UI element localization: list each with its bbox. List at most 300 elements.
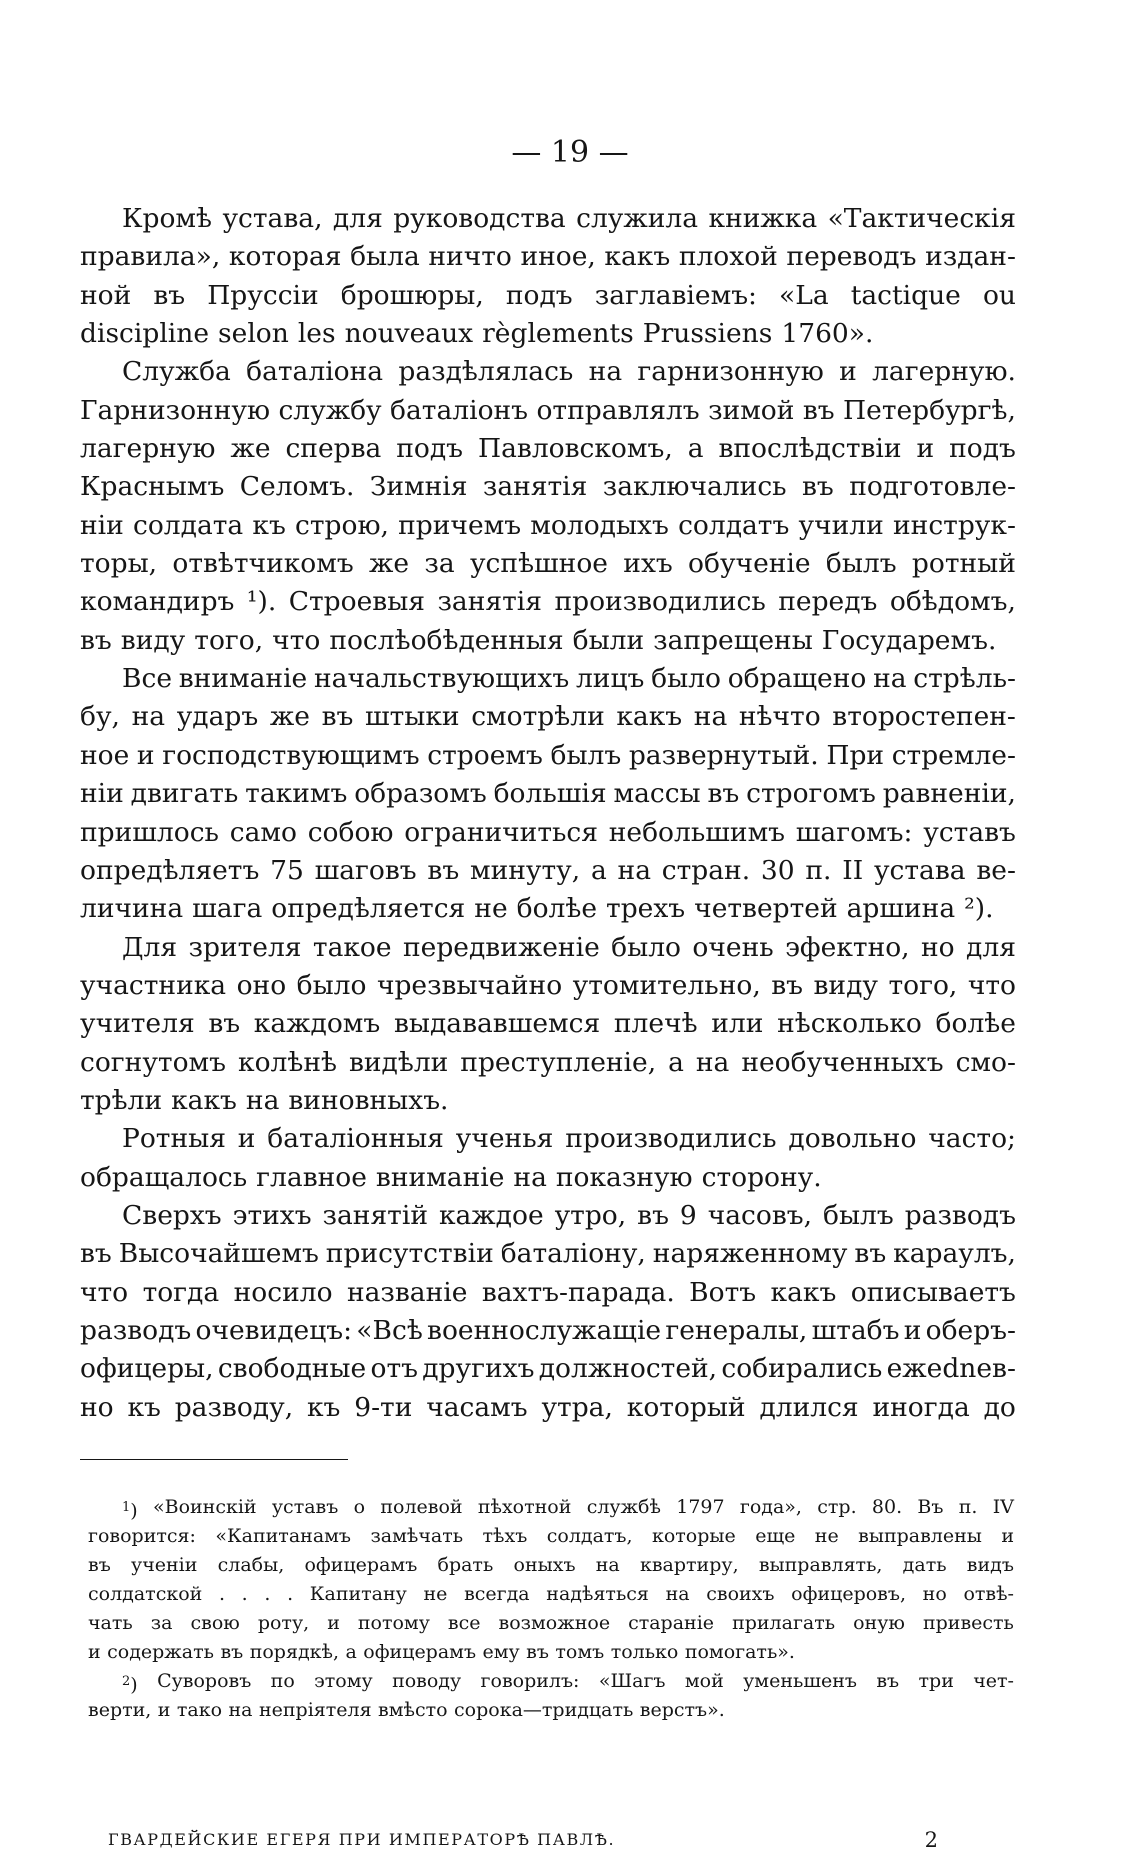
word: такое — [312, 931, 392, 963]
word: же — [269, 701, 310, 733]
word: устава, — [222, 203, 323, 234]
word: за — [150, 1612, 173, 1634]
word: на — [245, 1084, 280, 1116]
word: была — [350, 241, 420, 273]
word: трѣли — [80, 1084, 163, 1116]
word: непріятеля — [258, 1699, 372, 1721]
word: «Всѣ — [356, 1314, 423, 1346]
word: лагерную. — [872, 356, 1016, 388]
word: Сверхъ — [122, 1199, 222, 1231]
page-number: — 19 — — [511, 135, 629, 170]
word: двигать — [130, 778, 239, 810]
text-line — [80, 1389, 1016, 1427]
word: на — [595, 1554, 620, 1576]
word: къ — [306, 1391, 341, 1423]
footnote-marker: $^2$) — [122, 1674, 138, 1696]
word: личина — [80, 893, 184, 925]
word: подъ — [949, 433, 1016, 465]
word: сперва — [285, 433, 382, 465]
word: въ — [80, 1238, 112, 1270]
word: чрезвычайно — [376, 969, 563, 1001]
word: что — [80, 1276, 129, 1308]
word: которая — [228, 241, 342, 273]
word: зрителя — [188, 931, 302, 963]
word: ротный — [911, 548, 1016, 580]
word: квартиру, — [639, 1554, 739, 1576]
text-line — [80, 583, 1016, 621]
word: каждое — [438, 1199, 544, 1231]
word: шагомъ: — [795, 816, 913, 848]
word: не — [814, 1525, 839, 1547]
word: замѣчать — [370, 1525, 464, 1547]
word: уменьшенъ — [743, 1670, 857, 1692]
word: показную — [555, 1161, 693, 1193]
word: разводъ — [80, 1314, 192, 1346]
word: но — [80, 1391, 114, 1423]
word: nouveaux — [344, 318, 474, 350]
word: но — [922, 1583, 947, 1605]
word: командиръ — [80, 586, 235, 618]
word: о — [353, 1496, 366, 1518]
word: или — [711, 1008, 764, 1040]
word: строемъ — [427, 739, 543, 771]
word: успѣшное — [469, 548, 608, 580]
word: обращалось — [80, 1161, 248, 1193]
footnote-divider — [80, 1459, 348, 1460]
word: генералы, — [665, 1314, 808, 1346]
word: ²). — [964, 893, 994, 925]
word: верстъ». — [639, 1699, 725, 1721]
word: болѣе — [935, 1008, 1016, 1040]
word: бу, — [80, 701, 120, 733]
word: учили — [798, 509, 884, 541]
word: въ — [220, 1641, 244, 1663]
word: производились — [565, 1123, 777, 1155]
word: должностей, — [538, 1353, 718, 1385]
word: собою — [307, 816, 394, 848]
word: лицъ — [575, 663, 645, 695]
word: какъ — [616, 701, 683, 733]
word: Вотъ — [689, 1276, 757, 1308]
word: участника — [80, 969, 227, 1001]
word: 9 — [679, 1199, 697, 1231]
text-line — [80, 775, 1016, 813]
word: въ — [802, 471, 834, 503]
word: каждомъ — [253, 1008, 381, 1040]
word: послѣобѣденныя — [329, 624, 564, 656]
footnote-number: 2 — [122, 1674, 131, 1689]
word: верти, — [88, 1699, 152, 1721]
word: были — [572, 624, 645, 656]
word: въ — [208, 1008, 241, 1040]
word: виду — [120, 624, 186, 656]
word: часамъ — [426, 1391, 528, 1423]
word: оныхъ — [513, 1554, 576, 1576]
word: ве- — [976, 854, 1016, 886]
word: selon — [218, 318, 289, 350]
sheet-number: 2 — [924, 1828, 938, 1852]
word: règlements — [482, 318, 634, 350]
word: учителя — [80, 1008, 195, 1040]
word: переводъ — [786, 241, 917, 273]
word: военнослужащіе — [427, 1314, 662, 1346]
word: 30 — [760, 854, 795, 886]
word: четвертей — [694, 893, 838, 925]
word: обѣдомъ, — [889, 586, 1016, 618]
word: заглавіемъ: — [594, 279, 757, 311]
word: При — [826, 739, 885, 771]
word: строю, — [295, 509, 389, 541]
word: возможное — [498, 1612, 611, 1634]
word: правила», — [80, 241, 221, 273]
word: опредѣляется — [271, 893, 466, 925]
word: руководства — [393, 203, 566, 234]
footnote-line — [88, 1493, 1014, 1522]
word: на — [695, 1046, 730, 1078]
word: офицерамъ — [363, 1641, 477, 1663]
word: Высочайшемъ — [118, 1238, 319, 1270]
word: ніи — [80, 778, 124, 810]
word: отъ — [370, 1353, 418, 1385]
text-line — [80, 814, 1016, 852]
footnote-line — [88, 1580, 1014, 1609]
word: 9-ти — [354, 1391, 413, 1423]
word: видѣли — [348, 1046, 449, 1078]
word: офицерамъ — [304, 1554, 418, 1576]
text-line — [80, 1235, 1016, 1273]
word: службу — [278, 394, 382, 426]
word: уставъ — [271, 1496, 339, 1518]
text-line — [80, 967, 1016, 1005]
word: плохой — [678, 241, 778, 273]
word: тако — [176, 1699, 223, 1721]
footnote-line — [88, 1667, 1014, 1696]
word: въ — [854, 1238, 887, 1270]
word: и — [327, 1612, 340, 1634]
word: иногда — [872, 1391, 970, 1423]
word: носило — [233, 1276, 333, 1308]
word: обученіе — [688, 548, 811, 580]
word: и — [839, 356, 857, 388]
word: главное — [256, 1161, 367, 1193]
word: своихъ — [706, 1583, 775, 1605]
word: ограничиться — [404, 816, 598, 848]
word: 75 — [270, 854, 304, 886]
word: ученья — [455, 1123, 554, 1155]
word: и — [1001, 1525, 1014, 1547]
word: шаговъ — [314, 854, 417, 886]
word: стрѣль- — [913, 663, 1016, 695]
word: обращено — [727, 663, 867, 695]
word: на — [665, 1583, 690, 1605]
word: «Шагъ — [598, 1670, 666, 1692]
word: говорилъ: — [480, 1670, 580, 1692]
word: отвѣ- — [963, 1583, 1014, 1605]
text-line — [80, 545, 1016, 583]
word: плечѣ — [613, 1008, 698, 1040]
text-line — [80, 852, 1016, 890]
word: очень — [692, 931, 774, 963]
word: что — [967, 969, 1016, 1001]
word: слабы, — [217, 1554, 285, 1576]
word: службѣ — [586, 1496, 661, 1518]
word: къ — [252, 509, 286, 541]
text-line — [80, 929, 1016, 967]
word: дать — [902, 1554, 947, 1576]
word: 1760». — [781, 318, 874, 350]
word: запрещены — [653, 624, 813, 656]
word: минуту, — [469, 854, 581, 886]
word: впослѣдствіи — [718, 433, 902, 465]
word: описываетъ — [850, 1276, 1016, 1308]
word: небольшимъ — [608, 816, 786, 848]
word: сорока—тридцать — [454, 1699, 634, 1721]
word: . — [287, 1583, 294, 1605]
word: за — [424, 548, 455, 580]
word: «Капитанамъ — [215, 1525, 352, 1547]
word: штабъ — [811, 1314, 900, 1346]
word: раздѣлялась — [398, 356, 574, 388]
word: discipline — [80, 318, 210, 350]
main-text — [80, 200, 1016, 1427]
footnotes — [88, 1493, 1014, 1725]
word: зимой — [708, 394, 795, 426]
text-line — [80, 277, 1016, 315]
word: часовъ, — [707, 1199, 813, 1231]
text-line — [80, 737, 1016, 775]
word: Суворовъ — [157, 1670, 252, 1692]
word: три — [918, 1670, 954, 1692]
word: занятій — [322, 1199, 428, 1231]
word: «Тактическія — [827, 203, 1016, 234]
word: аршина — [846, 893, 956, 925]
word: по — [270, 1670, 295, 1692]
word: ное — [80, 739, 130, 771]
text-line — [80, 507, 1016, 545]
word: содержать — [107, 1641, 214, 1663]
word: Павловскомъ, — [477, 433, 673, 465]
word: въ — [802, 394, 835, 426]
word: присутствіи — [325, 1238, 494, 1270]
word: причемъ — [398, 509, 522, 541]
footnote-line — [88, 1638, 1014, 1667]
word: господствующимъ — [162, 739, 420, 771]
word: баталіонныя — [267, 1123, 444, 1155]
word: видъ — [966, 1554, 1014, 1576]
word: большія — [493, 778, 607, 810]
word: стремле- — [891, 739, 1016, 771]
word: передвиженіе — [402, 931, 600, 963]
word: баталіону, — [500, 1238, 646, 1270]
word: Пруссіи — [207, 279, 319, 311]
word: и — [136, 739, 155, 771]
word: въ — [153, 279, 186, 311]
word: Зимнія — [369, 471, 468, 503]
text-line — [80, 1159, 1016, 1197]
word: les — [297, 318, 336, 350]
word: начальствующихъ — [313, 663, 570, 695]
word: часто; — [928, 1123, 1016, 1155]
word: сторону. — [701, 1161, 822, 1193]
word: солдатъ — [678, 509, 790, 541]
word: чет- — [973, 1670, 1014, 1692]
word: на — [617, 854, 651, 886]
word: ему — [482, 1641, 520, 1663]
word: а — [687, 433, 704, 465]
word: производились — [554, 586, 766, 618]
word: на — [588, 356, 623, 388]
word: и — [88, 1641, 101, 1663]
word: вниманіе — [178, 663, 308, 695]
text-line — [80, 622, 1016, 660]
word: на — [228, 1699, 253, 1721]
word: офицеровъ, — [791, 1583, 907, 1605]
word: довольно — [788, 1123, 917, 1155]
word: и — [903, 1314, 922, 1346]
word: лагерную — [80, 433, 216, 465]
word: въ — [526, 1641, 549, 1663]
word: полевой — [380, 1496, 463, 1518]
word: ¹). — [246, 586, 277, 618]
word: названіе — [346, 1276, 468, 1308]
word: служила — [576, 203, 699, 234]
word: же — [369, 548, 410, 580]
word: ou — [982, 279, 1016, 311]
word: какъ — [171, 1084, 237, 1116]
word: Гарнизонную — [80, 394, 271, 426]
word: не — [474, 893, 508, 925]
word: того, — [194, 624, 264, 656]
word: разводъ — [904, 1199, 1016, 1231]
word: виновныхъ. — [288, 1084, 449, 1116]
word: не — [423, 1583, 448, 1605]
word: тогда — [142, 1276, 220, 1308]
word: tactique — [850, 279, 961, 311]
word: «Воинскій — [152, 1496, 257, 1518]
word: выдававшемся — [393, 1008, 601, 1040]
word: длился — [759, 1391, 859, 1423]
word: ихъ — [623, 548, 673, 580]
word: вмѣсто — [378, 1699, 448, 1721]
word: свободные — [217, 1353, 367, 1385]
footnote-number: 1 — [122, 1500, 131, 1515]
word: ничто — [428, 241, 512, 273]
word: поводу — [392, 1670, 462, 1692]
word: эфектно, — [785, 931, 910, 963]
word: солдатъ, — [546, 1525, 633, 1547]
word: . — [241, 1583, 248, 1605]
word: стараніе — [628, 1612, 715, 1634]
word: 80. — [871, 1496, 903, 1518]
word: подъ — [505, 279, 573, 311]
word: утомительно, — [572, 969, 761, 1001]
word: а — [590, 854, 607, 886]
word: очевидецъ: — [195, 1314, 353, 1346]
word: былъ — [825, 548, 897, 580]
word: было — [611, 931, 682, 963]
word: преступленіе, — [460, 1046, 657, 1078]
word: Строевыя — [288, 586, 425, 618]
text-line — [80, 1274, 1016, 1312]
word: пѣхотной — [477, 1496, 572, 1518]
word: который — [626, 1391, 746, 1423]
word: уставъ — [923, 816, 1016, 848]
word: привесть — [922, 1612, 1014, 1634]
word: трехъ — [606, 893, 686, 925]
printer-signature — [108, 1829, 938, 1851]
word: которые — [651, 1525, 736, 1547]
text-line — [80, 1350, 1016, 1388]
text-line — [80, 238, 1016, 276]
word: роту, — [257, 1612, 310, 1634]
word: ежednев- — [886, 1353, 1016, 1385]
word: п. — [805, 854, 832, 886]
word: заключались — [602, 471, 787, 503]
text-line — [80, 1197, 1016, 1235]
word: до — [983, 1391, 1016, 1423]
text-line — [80, 353, 1016, 391]
word: въ — [321, 701, 354, 733]
word: караулъ, — [893, 1238, 1016, 1270]
word: торы, — [80, 548, 158, 580]
word: Краснымъ — [80, 471, 225, 503]
word: равненіи, — [882, 778, 1016, 810]
word: Ротныя — [122, 1123, 226, 1155]
word: пришлось — [80, 816, 219, 848]
word: II — [842, 854, 864, 886]
word: еще — [755, 1525, 796, 1547]
word: отправлялъ — [536, 394, 700, 426]
text-line — [80, 1082, 1016, 1120]
word: вахтъ-парада. — [481, 1276, 675, 1308]
word: стр. — [817, 1496, 857, 1518]
word: а — [668, 1046, 684, 1078]
word: ударъ — [176, 701, 259, 733]
text-line — [80, 1044, 1016, 1082]
word: но — [921, 931, 955, 963]
word: . — [218, 1583, 226, 1605]
word: же — [230, 433, 271, 465]
word: подъ — [396, 433, 464, 465]
word: второстепен- — [832, 701, 1016, 733]
word: свою — [190, 1612, 240, 1634]
word: Prussiens — [642, 318, 773, 350]
footnote-line — [88, 1522, 1014, 1551]
word: смотрѣли — [471, 701, 605, 733]
word: устава — [873, 854, 966, 886]
word: ученіи — [131, 1554, 198, 1576]
signature-title: ГВАРДЕЙСКИЕ ЕГЕРЯ ПРИ ИМПЕРАТОРѢ ПАВЛѢ. — [108, 1830, 616, 1849]
word: на — [513, 1161, 547, 1193]
word: 1797 — [676, 1496, 725, 1518]
word: оберъ- — [925, 1314, 1016, 1346]
word: п. — [958, 1496, 978, 1518]
word: само — [229, 816, 297, 848]
word: въ — [707, 778, 740, 810]
word: собирались — [721, 1353, 883, 1385]
word: для — [332, 203, 383, 234]
word: гарнизонную — [637, 356, 824, 388]
word: какъ — [604, 241, 671, 273]
word: нѣчто — [738, 701, 821, 733]
word: того, — [888, 969, 958, 1001]
word: оно — [236, 969, 287, 1001]
word: утра, — [541, 1391, 613, 1423]
word: къ — [127, 1391, 161, 1423]
word: массы — [613, 778, 701, 810]
word: Служба — [122, 356, 231, 388]
word: въ — [771, 969, 804, 1001]
